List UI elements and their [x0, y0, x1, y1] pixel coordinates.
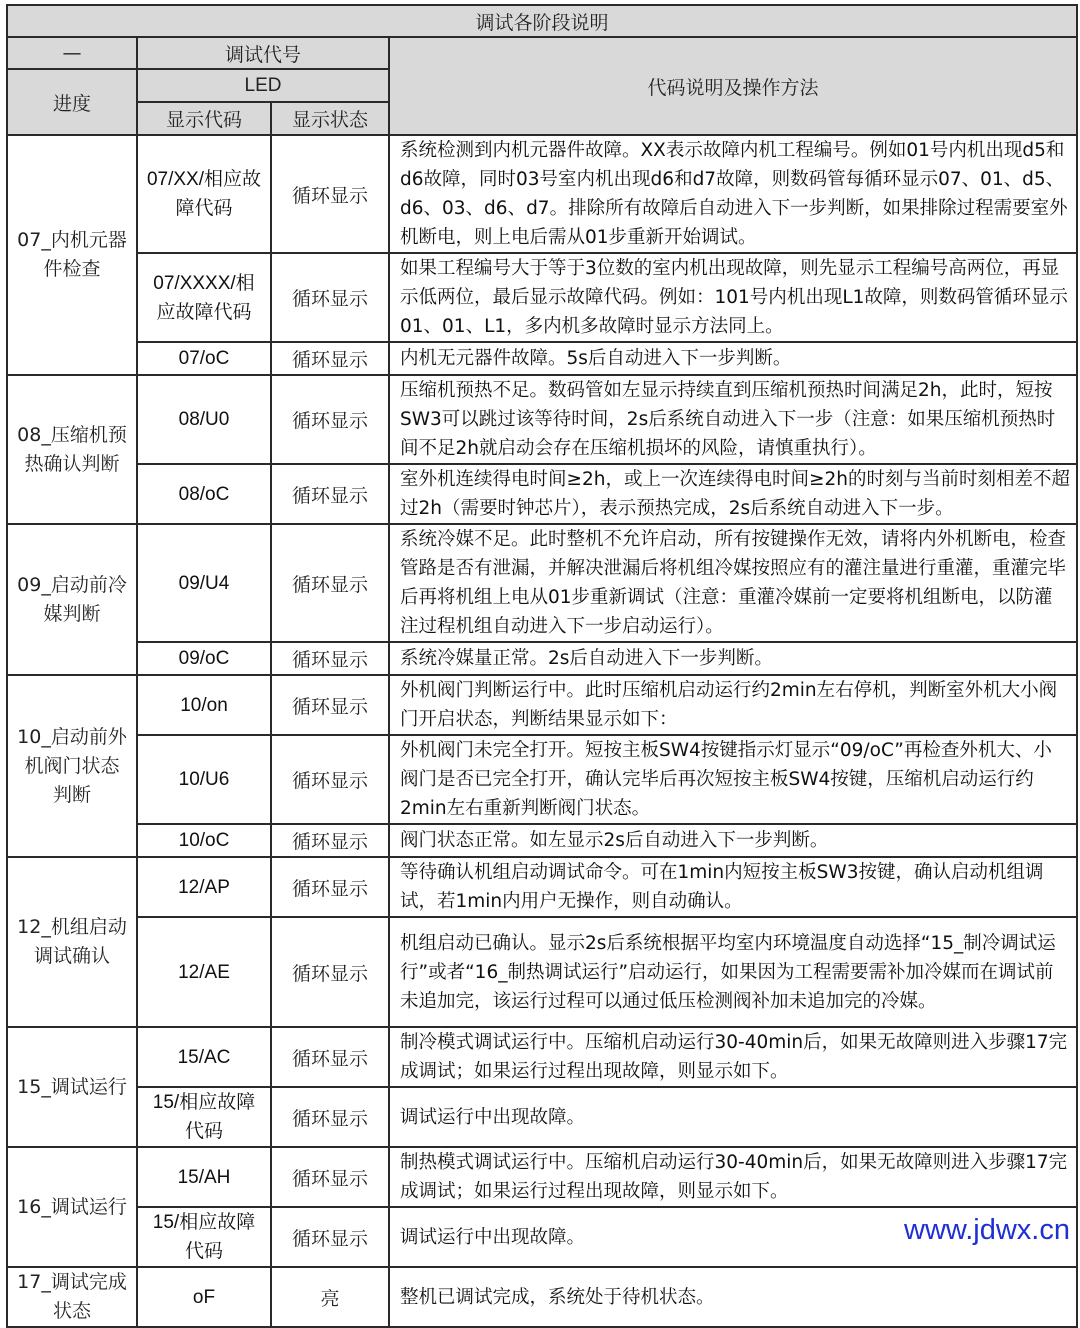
display-code: 12/AE	[137, 917, 271, 1027]
table-title: 调试各阶段说明	[7, 5, 1077, 37]
table-row	[7, 857, 1077, 917]
display-state: 循环显示	[271, 1027, 389, 1087]
table-row	[7, 464, 1077, 524]
table-row	[7, 917, 1077, 1027]
display-state: 循环显示	[271, 675, 389, 735]
description: 等待确认机组启动调试命令。可在1min内短按主板SW3按键，确认启动机组调试，若1min内用户无操作，则自动确认。	[389, 857, 1077, 917]
display-code: 15/AC	[137, 1027, 271, 1087]
table-row	[7, 1147, 1077, 1207]
table-row	[7, 642, 1077, 675]
display-state: 循环显示	[271, 253, 389, 342]
table-row	[7, 135, 1077, 253]
display-state: 亮	[271, 1267, 389, 1327]
table-row	[7, 375, 1077, 464]
table-row	[7, 735, 1077, 824]
display-code: 09/oC	[137, 642, 271, 675]
description: 调试运行中出现故障。	[389, 1207, 1077, 1267]
description: 内机无元器件故障。5s后自动进入下一步判断。	[389, 342, 1077, 375]
header-description: 代码说明及操作方法	[389, 37, 1077, 135]
header-display-code: 显示代码	[137, 102, 271, 135]
header-debug-code: 调试代号	[137, 37, 389, 69]
description: 调试运行中出现故障。	[389, 1087, 1077, 1147]
stage-cell: 10_启动前外机阀门状态判断	[7, 675, 137, 857]
display-code: 10/U6	[137, 735, 271, 824]
display-code: 08/U0	[137, 375, 271, 464]
description: 制冷模式调试运行中。压缩机启动运行30-40min后，如果无故障则进入步骤17完成调试；如果运行过程出现故障，则显示如下。	[389, 1027, 1077, 1087]
description: 系统冷媒量正常。2s后自动进入下一步判断。	[389, 642, 1077, 675]
table-row	[7, 342, 1077, 375]
description: 室外机连续得电时间≥2h，或上一次连续得电时间≥2h的时刻与当前时刻相差不超过2h（需要时钟芯片），表示预热完成，2s后系统自动进入下一步。	[389, 464, 1077, 524]
display-code: 10/on	[137, 675, 271, 735]
description: 外机阀门判断运行中。此时压缩机启动运行约2min左右停机，判断室外机大小阀门开启状态，判断结果显示如下：	[389, 675, 1077, 735]
stage-cell: 09_启动前冷媒判断	[7, 524, 137, 675]
description: 制热模式调试运行中。压缩机启动运行30-40min后，如果无故障则进入步骤17完成调试；如果运行过程出现故障，则显示如下。	[389, 1147, 1077, 1207]
table-row	[7, 675, 1077, 735]
description: 压缩机预热不足。数码管如左显示持续直到压缩机预热时间满足2h，此时，短按SW3可以跳过该等待时间，2s后系统自动进入下一步（注意：如果压缩机预热时间不足2h就启动会存在压缩机损坏的风险，请慎重执行）。	[389, 375, 1077, 464]
display-state: 循环显示	[271, 1087, 389, 1147]
display-code: 15/相应故障代码	[137, 1087, 271, 1147]
description: 整机已调试完成，系统处于待机状态。	[389, 1267, 1077, 1327]
display-code: 10/oC	[137, 824, 271, 857]
display-state: 循环显示	[271, 1147, 389, 1207]
header-dash: —	[7, 37, 137, 69]
display-state: 循环显示	[271, 342, 389, 375]
debug-stages-table	[6, 4, 1078, 1328]
display-state: 循环显示	[271, 1207, 389, 1267]
description: 系统检测到内机元器件故障。XX表示故障内机工程编号。例如01号内机出现d5和d6故障，同时03号室内机出现d6和d7故障，则数码管每循环显示07、01、d5、d6、03、d6、d7。排除所有故障后自动进入下一步判断，如果排除过程需要室外机断电，则上电后需从01步重新开始调试。	[389, 135, 1077, 253]
table-row	[7, 824, 1077, 857]
description: 机组启动已确认。显示2s后系统根据平均室内环境温度自动选择“15_制冷调试运行”或者“16_制热调试运行”启动运行，如果因为工程需要需补加冷媒而在调试前未追加完，该运行过程可以通过低压检测阀补加未追加完的冷媒。	[389, 917, 1077, 1027]
table-row	[7, 1027, 1077, 1087]
display-code: oF	[137, 1267, 271, 1327]
display-state: 循环显示	[271, 824, 389, 857]
table-row	[7, 524, 1077, 642]
display-state: 循环显示	[271, 524, 389, 642]
display-code: 07/XX/相应故障代码	[137, 135, 271, 253]
description: 系统冷媒不足。此时整机不允许启动，所有按键操作无效，请将内外机断电，检查管路是否有泄漏，并解决泄漏后将机组冷媒按照应有的灌注量进行重灌，重灌完毕后再将机组上电从01步重新调试（注意：重灌冷媒前一定要将机组断电，以防灌注过程机组自动进入下一步启动运行）。	[389, 524, 1077, 642]
description: 外机阀门未完全打开。短按主板SW4按键指示灯显示“09/oC”再检查外机大、小阀门是否已完全打开，确认完毕后再次短按主板SW4按键，压缩机启动运行约2min左右重新判断阀门状态。	[389, 735, 1077, 824]
display-code: 12/AP	[137, 857, 271, 917]
stage-cell: 12_机组启动调试确认	[7, 857, 137, 1027]
description: 如果工程编号大于等于3位数的室内机出现故障，则先显示工程编号高两位，再显示低两位，最后显示故障代码。例如：101号内机出现L1故障，则数码管循环显示01、01、L1，多内机多故障时显示方法同上。	[389, 253, 1077, 342]
stage-cell: 16_调试运行	[7, 1147, 137, 1267]
stage-cell: 17_调试完成状态	[7, 1267, 137, 1327]
display-code: 07/oC	[137, 342, 271, 375]
display-state: 循环显示	[271, 735, 389, 824]
display-code: 15/相应故障代码	[137, 1207, 271, 1267]
description: 阀门状态正常。如左显示2s后自动进入下一步判断。	[389, 824, 1077, 857]
stage-cell: 07_内机元器件检查	[7, 135, 137, 375]
display-state: 循环显示	[271, 375, 389, 464]
header-led: LED	[137, 69, 389, 102]
display-code: 15/AH	[137, 1147, 271, 1207]
stage-cell: 15_调试运行	[7, 1027, 137, 1147]
display-state: 循环显示	[271, 642, 389, 675]
display-code: 09/U4	[137, 524, 271, 642]
display-state: 循环显示	[271, 857, 389, 917]
header-display-state: 显示状态	[271, 102, 389, 135]
watermark: www.jdwx.cn	[904, 1214, 1070, 1246]
table-row	[7, 253, 1077, 342]
stage-cell: 08_压缩机预热确认判断	[7, 375, 137, 524]
table-row	[7, 1087, 1077, 1147]
display-state: 循环显示	[271, 135, 389, 253]
table-row	[7, 1267, 1077, 1327]
header-progress: 进度	[7, 69, 137, 135]
display-state: 循环显示	[271, 917, 389, 1027]
display-code: 08/oC	[137, 464, 271, 524]
display-state: 循环显示	[271, 464, 389, 524]
display-code: 07/XXXX/相应故障代码	[137, 253, 271, 342]
